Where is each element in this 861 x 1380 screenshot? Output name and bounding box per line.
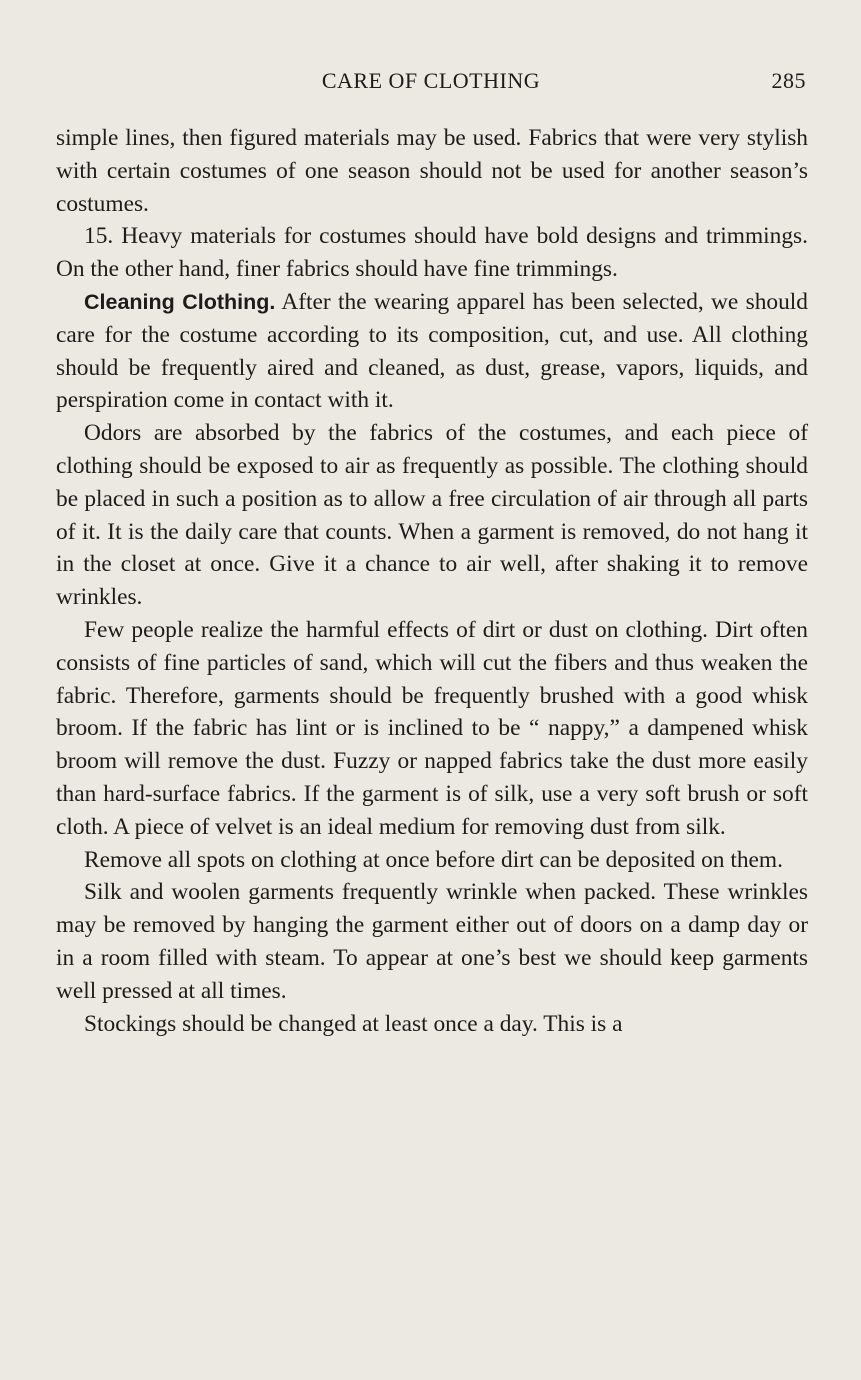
paragraph-stockings: Stockings should be changed at least once a day. This is a (84, 1010, 623, 1037)
paragraph-cleaning-text: After the wearing apparel has been selected, we should care for the costume according to its composition, cut, and use. All clothing should be frequently aired and cleaned, as dust, grease, vapors, liquids, and perspiration come in contact with it. (56, 288, 808, 414)
page-number: 285 (771, 68, 806, 93)
paragraph-wrinkles: Silk and woolen garments frequently wrinkle when packed. These wrinkles may be removed by hanging the garment either out of doors on a damp day or in a room filled with steam. To appear at one’s best we should keep garments well pressed at all times. (56, 879, 808, 1004)
body-text (56, 122, 808, 1040)
running-title: CARE OF CLOTHING (321, 68, 541, 93)
paragraph-odors: Odors are absorbed by the fabrics of the costumes, and each piece of clothing should be exposed to air as frequently as possible. The clothing should be placed in such a position as to allow a free circulation of air through all parts of it. It is the daily care that counts. When a garment is removed, do not hang it in the closet at once. Give it a chance to air well, after shaking it to remove wrinkles. (56, 420, 808, 611)
running-head (56, 68, 806, 104)
section-heading: Cleaning Clothing. (84, 289, 276, 314)
paragraph-spots: Remove all spots on clothing at once before dirt can be deposited on them. (84, 846, 783, 873)
paragraph-continued: simple lines, then figured materials may be used. Fabrics that were very stylish with certain costumes of one season should not be used for another season’s costumes. (56, 125, 808, 217)
paragraph-cleaning-clothing (56, 286, 808, 417)
paragraph-dirt-dust: Few people realize the harmful effects of dirt or dust on clothing. Dirt often consists of fine particles of sand, which will cut the fibers and thus weaken the fabric. Therefore, garments should be frequently brushed with a good whisk broom. If the fabric has lint or is inclined to be “ nappy,” a dampened whisk broom will remove the dust. Fuzzy or napped fabrics take the dust more easily than hard-surface fabrics. If the garment is of silk, use a very soft brush or soft cloth. A piece of velvet is an ideal medium for removing dust from silk. (56, 616, 808, 840)
paragraph-rule-15: 15. Heavy materials for costumes should have bold designs and trimmings. On the other hand, finer fabrics should have fine trimmings. (56, 223, 808, 283)
